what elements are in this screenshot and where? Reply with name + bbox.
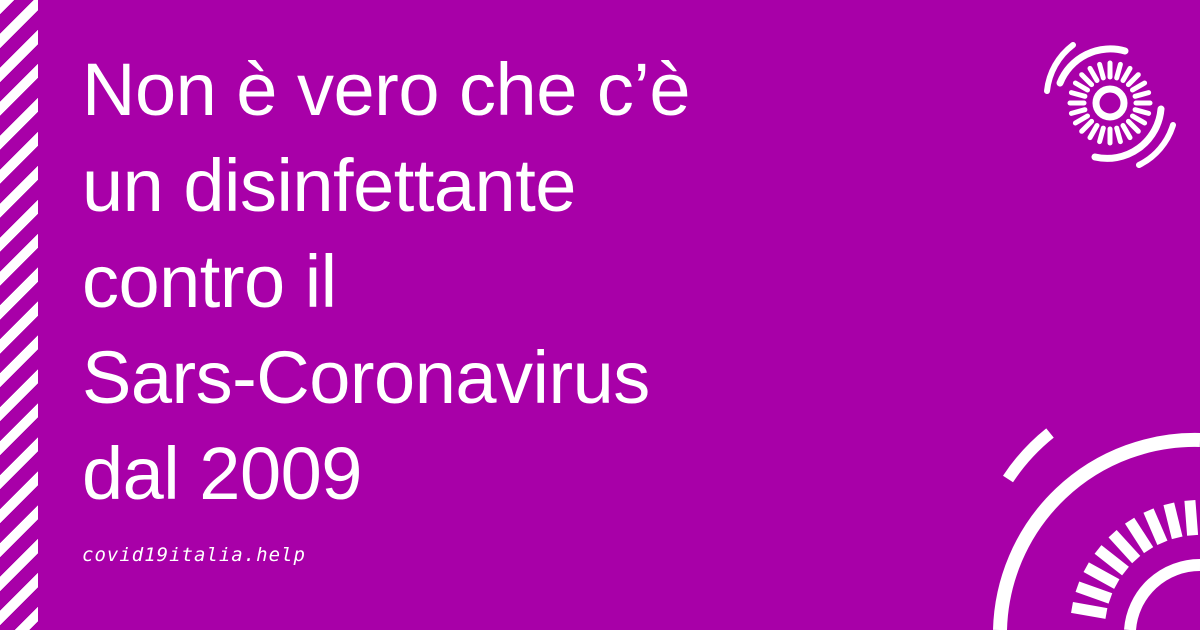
- virus-core: [1096, 89, 1124, 117]
- virus-ray: [1123, 68, 1130, 80]
- virus-ray: [1082, 75, 1092, 85]
- virus-rays-large: [1072, 500, 1193, 613]
- headline-line-5: dal 2009: [82, 432, 362, 515]
- site-url: covid19italia.help: [82, 544, 306, 566]
- headline-line-1: Non è vero che c’è: [82, 48, 691, 131]
- virus-ray: [1071, 110, 1085, 114]
- virus-ray: [1190, 500, 1193, 535]
- virus-target-icon-large: [990, 385, 1200, 630]
- diagonal-stripe-band: [0, 0, 38, 630]
- virus-ray: [1128, 121, 1138, 131]
- virus-ray: [1077, 587, 1110, 599]
- virus-ray: [1113, 534, 1137, 560]
- headline-line-3: contro il: [82, 240, 337, 323]
- virus-ray: [1098, 549, 1126, 571]
- virus-ray: [1117, 64, 1121, 78]
- headline-line-2: un disinfettante: [82, 144, 576, 227]
- virus-ray: [1133, 116, 1145, 123]
- virus-ray: [1123, 126, 1130, 138]
- virus-arc-large-top: [1008, 433, 1050, 479]
- virus-ray: [1075, 83, 1087, 90]
- virus-ray: [1100, 64, 1104, 78]
- headline: [82, 42, 982, 522]
- virus-ray: [1090, 126, 1097, 138]
- virus-ray: [1090, 68, 1097, 80]
- virus-ray: [1149, 511, 1163, 543]
- headline-line-4: Sars-Coronavirus: [82, 336, 650, 419]
- virus-ray: [1075, 116, 1087, 123]
- virus-ray: [1133, 83, 1145, 90]
- virus-ray: [1072, 607, 1106, 613]
- virus-ray: [1128, 75, 1138, 85]
- virus-ray: [1100, 128, 1104, 142]
- virus-ray: [1071, 93, 1085, 97]
- virus-ray: [1135, 110, 1149, 114]
- virus-arc-large-inner: [1130, 565, 1200, 630]
- virus-arc-large-outer: [1000, 440, 1200, 630]
- virus-ray: [1135, 93, 1149, 97]
- virus-ray: [1082, 121, 1092, 131]
- virus-ray: [1117, 128, 1121, 142]
- virus-ray: [1130, 521, 1149, 550]
- virus-rays: [1070, 63, 1150, 143]
- virus-ray: [1169, 504, 1177, 538]
- virus-target-icon-small: [1035, 25, 1185, 185]
- virus-ray: [1086, 567, 1117, 584]
